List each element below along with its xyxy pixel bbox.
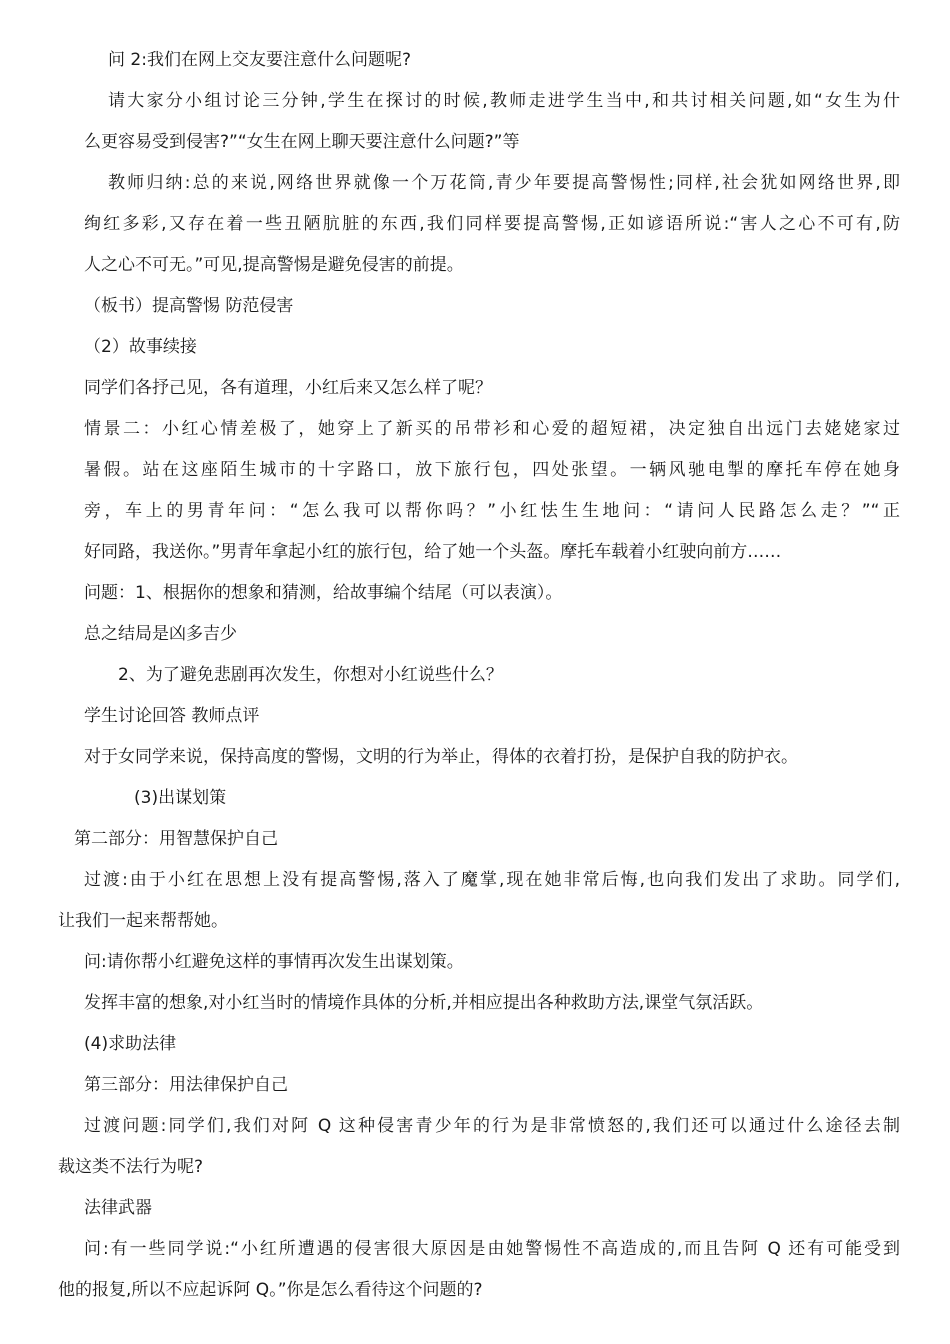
paragraph-line: 好同路，我送你。”男青年拿起小红的旅行包，给了她一个头盔。摩托车载着小红驶向前方……: [84, 542, 782, 562]
part-heading: 第二部分：用智慧保护自己: [74, 829, 278, 849]
blackboard-note: （板书）提高警惕 防范侵害: [84, 296, 294, 316]
paragraph-line: 教师归纳:总的来说,网络世界就像一个万花筒,青少年要提高警惕性;同样,社会犹如网络世界,即: [108, 173, 900, 193]
paragraph-line: 他的报复,所以不应起诉阿 Q。”你是怎么看待这个问题的?: [58, 1280, 483, 1300]
paragraph-line: 暑假。站在这座陌生城市的十字路口，放下旅行包，四处张望。一辆风驰电掣的摩托车停在她身: [84, 460, 900, 480]
paragraph-line: 学生讨论回答 教师点评: [84, 706, 260, 726]
paragraph-line: 让我们一起来帮帮她。: [58, 911, 228, 931]
question-line: 问题：1、根据你的想象和猜测，给故事编个结尾（可以表演）。: [84, 583, 563, 603]
paragraph-line: 旁，车上的男青年问：“怎么我可以帮你吗？”小红怯生生地问：“请问人民路怎么走？”“正: [84, 501, 900, 521]
paragraph-line: 过渡:由于小红在思想上没有提高警惕,落入了魔掌,现在她非常后悔,也向我们发出了求助。同学们,: [84, 870, 900, 890]
paragraph-line: 情景二：小红心情差极了，她穿上了新买的吊带衫和心爱的超短裙，决定独自出远门去姥姥家过: [84, 419, 900, 439]
section-heading: (3)出谋划策: [134, 788, 227, 808]
paragraph-line: 法律武器: [84, 1198, 152, 1218]
paragraph-line: 同学们各抒己见，各有道理，小红后来又怎么样了呢？: [84, 378, 492, 398]
section-heading: (4)求助法律: [84, 1034, 177, 1054]
paragraph-line: 对于女同学来说，保持高度的警惕，文明的行为举止，得体的衣着打扮，是保护自我的防护衣。: [84, 747, 798, 767]
paragraph-line: 总之结局是凶多吉少: [84, 624, 237, 644]
paragraph-line: 过渡问题:同学们,我们对阿 Q 这种侵害青少年的行为是非常愤怒的,我们还可以通过什么途径去制: [84, 1116, 900, 1136]
question-2-line: 问 2:我们在网上交友要注意什么问题呢?: [108, 50, 411, 70]
part-heading: 第三部分：用法律保护自己: [84, 1075, 288, 1095]
section-heading: （2）故事续接: [84, 337, 197, 357]
paragraph-line: 么更容易受到侵害?”“女生在网上聊天要注意什么问题?”等: [84, 132, 520, 152]
question-line: 2、为了避免悲剧再次发生，你想对小红说些什么？: [118, 665, 503, 685]
paragraph-line: 发挥丰富的想象,对小红当时的情境作具体的分析,并相应提出各种救助方法,课堂气氛活跃。: [84, 993, 764, 1013]
question-line: 问:请你帮小红避免这样的事情再次发生出谋划策。: [84, 952, 464, 972]
paragraph-line: 绚红多彩,又存在着一些丑陋肮脏的东西,我们同样要提高警惕,正如谚语所说:“害人之心不可有,防: [84, 214, 900, 234]
paragraph-line: 请大家分小组讨论三分钟,学生在探讨的时候,教师走进学生当中,和共讨相关问题,如“女生为什: [108, 91, 900, 111]
question-line: 问:有一些同学说:“小红所遭遇的侵害很大原因是由她警惕性不高造成的,而且告阿 Q 还有可能受到: [84, 1239, 900, 1259]
paragraph-line: 人之心不可无。”可见,提高警惕是避免侵害的前提。: [84, 255, 464, 275]
paragraph-line: 裁这类不法行为呢?: [58, 1157, 204, 1177]
